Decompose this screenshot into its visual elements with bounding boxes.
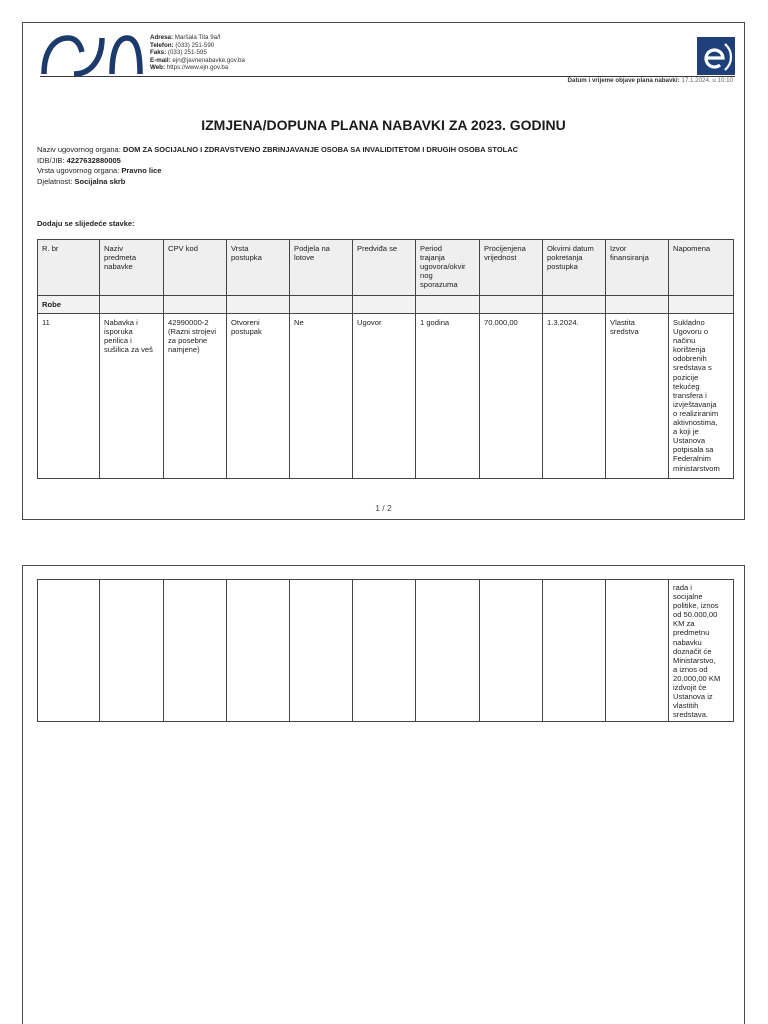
category-label: Robe [38, 296, 100, 314]
contact-address [150, 34, 245, 42]
column-header: Vrsta postupka [227, 240, 290, 296]
contact-email [150, 57, 245, 65]
contact-phone [150, 42, 245, 50]
table-cell [290, 296, 353, 314]
table-cell [353, 580, 416, 722]
contact-fax [150, 49, 245, 57]
cell-start-date: 1.3.2024. [543, 314, 606, 479]
table-cell [606, 580, 669, 722]
info-label: Djelatnost: [37, 176, 73, 186]
cell-duration: 1 godina [416, 314, 480, 479]
table-row [38, 314, 734, 479]
table-cell [669, 296, 734, 314]
contact-value: (033) 251-595 [167, 49, 207, 57]
column-header: Okvirni datum pokretanja postupka [543, 240, 606, 296]
publication-value: 17.1.2024. u 10:10 [681, 77, 733, 84]
info-line-idb [37, 156, 518, 167]
table-cell [38, 580, 100, 722]
table-header-row [38, 240, 734, 296]
table-cell [543, 580, 606, 722]
column-header: Napomena [669, 240, 734, 296]
info-label: Vrsta ugovornog organa: [37, 166, 120, 176]
info-line-authority-type [37, 166, 518, 177]
contact-label: Web: [150, 64, 166, 72]
contact-label: Adresa: [150, 34, 174, 41]
table-cell [543, 296, 606, 314]
table-cell [164, 296, 227, 314]
column-header: Period trajanja ugovora/okvir nog sporazuma [416, 240, 480, 296]
cell-row-number: 11 [38, 314, 100, 479]
info-value: 4227632880005 [66, 155, 121, 165]
procurement-plan-table-continued [37, 579, 734, 722]
ejn-logo-icon [40, 35, 144, 76]
info-line-authority-name [37, 145, 518, 156]
category-row [38, 296, 734, 314]
cell-cpv-code: 42990000-2 (Razni strojevi za posebne namjene) [164, 314, 227, 479]
publication-datetime [568, 77, 733, 85]
column-header: Procijenjena vrijednost [480, 240, 543, 296]
table-row-continued [38, 580, 734, 722]
column-header: Podjela na lotove [290, 240, 353, 296]
cell-lots: Ne [290, 314, 353, 479]
info-value: Socijalna skrb [74, 176, 126, 186]
table-cell [100, 296, 164, 314]
procurement-table-continued-wrapper [37, 579, 734, 722]
info-value: DOM ZA SOCIJALNO I ZDRAVSTVENO ZBRINJAVANJE OSOBA SA INVALIDITETOM I DRUGIH OSOBA STOLAC [122, 145, 519, 154]
contact-value: Maršala Tita 9a/I [174, 34, 221, 41]
table-cell [480, 580, 543, 722]
column-header: Predviđa se [353, 240, 416, 296]
cell-note: Sukladno Ugovoru o načinu korištenja odobrenih sredstava s pozicije tekućeg transfera i izvještavanja o realiziranim aktivnostima, a koji je Ustanova potpisala sa Federalnim ministarstvom [669, 314, 734, 479]
procurement-table-wrapper [37, 239, 734, 479]
cell-subject: Nabavka i isporuka perilica i sušilica za veš [100, 314, 164, 479]
table-cell [227, 580, 290, 722]
table-cell [606, 296, 669, 314]
contracting-authority-info [37, 145, 518, 187]
table-cell [290, 580, 353, 722]
column-header: R. br [38, 240, 100, 296]
table-cell [227, 296, 290, 314]
cell-planned-as: Ugovor [353, 314, 416, 479]
cell-estimated-value: 70.000,00 [480, 314, 543, 479]
publication-label: Datum i vrijeme objave plana nabavki: [567, 77, 680, 84]
column-header: Izvor finansiranja [606, 240, 669, 296]
contact-label: E-mail: [150, 56, 171, 64]
info-value: Pravno lice [121, 166, 162, 176]
table-cell [416, 296, 480, 314]
info-label: IDB/JIB: [37, 155, 65, 165]
contact-value: https://www.ejn.gov.ba [166, 64, 229, 72]
e-logo-icon [697, 37, 735, 75]
contact-block [150, 34, 245, 72]
cell-funding-source: Vlastita sredstva [606, 314, 669, 479]
info-line-activity [37, 177, 518, 188]
cell-note-continued: rada i socijalne politike, iznos od 50.000,00 KM za predmetnu nabavku doznačit će Ministarstvo, a iznos od 20.000,00 KM izdvojit će Ustanova iz vlastitih sredstava. [669, 580, 734, 722]
column-header: Naziv predmeta nabavke [100, 240, 164, 296]
column-header: CPV kod [164, 240, 227, 296]
table-cell [416, 580, 480, 722]
pdf-page-1 [22, 22, 745, 520]
table-cell [100, 580, 164, 722]
page-number: 1 / 2 [375, 503, 392, 513]
contact-value: (033) 251-590 [175, 41, 215, 49]
contact-label: Faks: [150, 49, 167, 57]
table-cell [164, 580, 227, 722]
section-heading: Dodaju se slijedeće stavke: [37, 219, 135, 228]
contact-web [150, 64, 245, 72]
info-label: Naziv ugovornog organa: [37, 145, 121, 154]
cell-procedure-type: Otvoreni postupak [227, 314, 290, 479]
table-cell [480, 296, 543, 314]
pdf-page-2 [22, 565, 745, 1024]
procurement-plan-table [37, 239, 734, 479]
contact-label: Telefon: [150, 41, 174, 49]
document-title: IZMJENA/DOPUNA PLANA NABAVKI ZA 2023. GODINU [201, 117, 566, 133]
contact-value: ejn@javnenabavke.gov.ba [172, 56, 245, 64]
table-cell [353, 296, 416, 314]
